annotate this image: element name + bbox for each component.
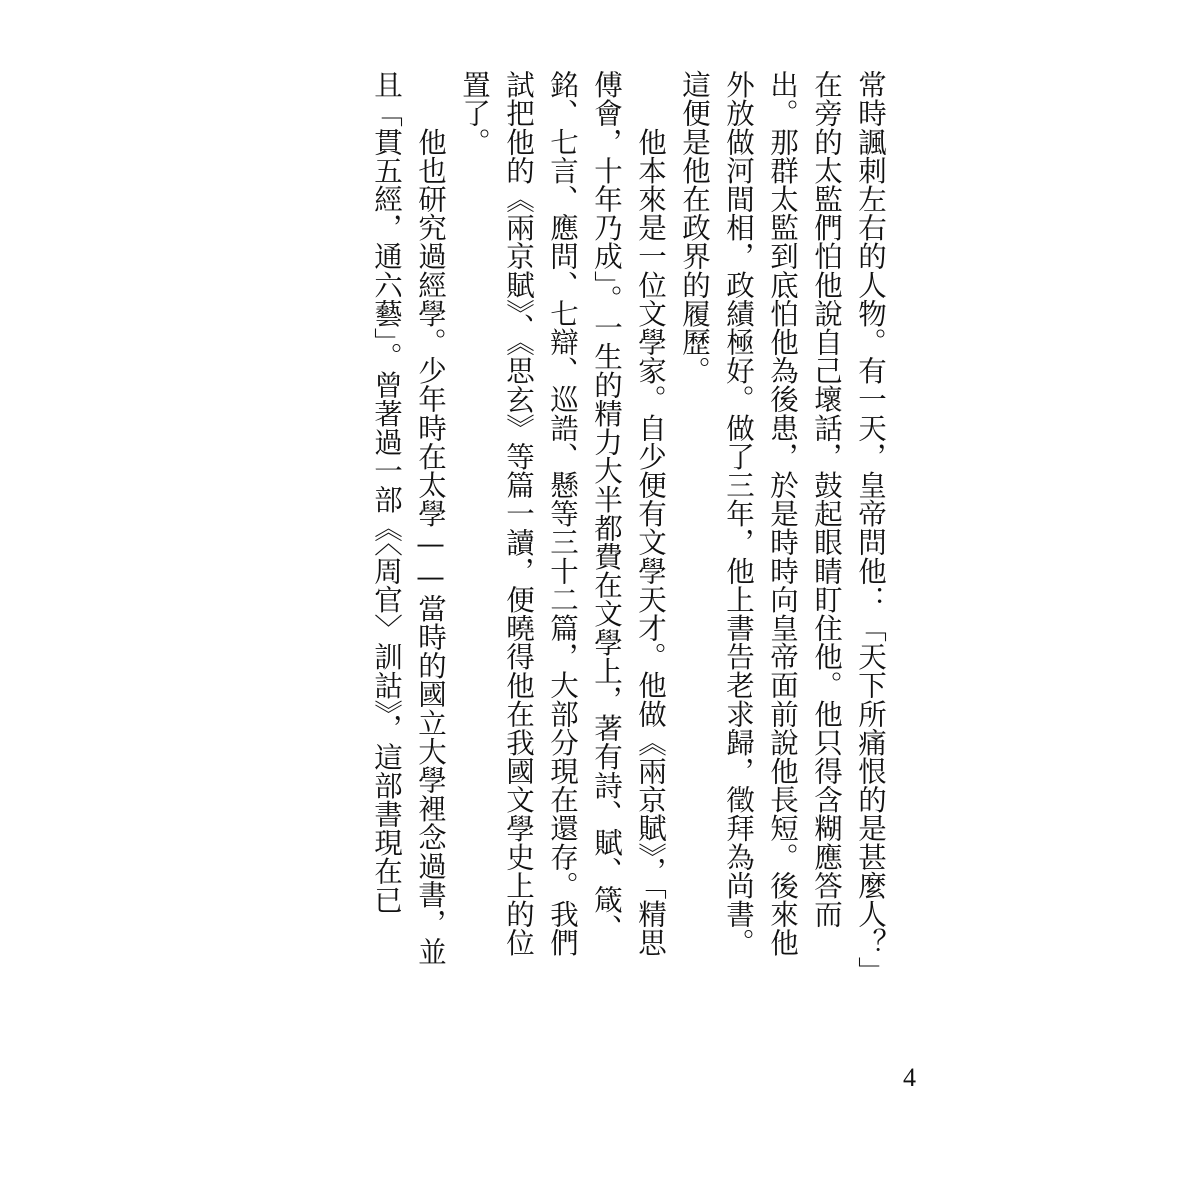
text-column: 傅會，十年乃成」。一生的精力大半都費在文學上，著有詩、賦、箴、	[590, 70, 623, 943]
text-column: 置了。	[458, 70, 491, 156]
text-column: 這便是他在政界的履歷。	[678, 70, 711, 385]
text-column: 外放做河間相，政績極好。做了三年，他上書告老求歸，徵拜為尚書。	[722, 70, 755, 957]
text-column: 他本來是一位文學家。自少便有文學天才。他做《兩京賦》，「精思	[634, 70, 667, 957]
text-column: 他也研究過經學。少年時在太學——當時的國立大學裡念過書，並	[414, 70, 447, 966]
text-column: 且「貫五經，通六藝」。曾著過一部《〈周官〉訓詁》，這部書現在已	[370, 70, 403, 914]
text-column: 常時諷刺左右的人物。有一天，皇帝問他：「天下所痛恨的是甚麼人？」	[854, 70, 887, 986]
text-column: 銘、七言、應問、七辯、巡誥、懸等三十二篇，大部分現在還存。我們	[546, 70, 579, 957]
page-number: 4	[903, 1063, 916, 1092]
vertical-text-body	[360, 70, 890, 986]
text-column: 出。那群太監到底怕他為後患，於是時時向皇帝面前說他長短。後來他	[766, 70, 799, 957]
text-column: 在旁的太監們怕他說自己壞話，鼓起眼睛盯住他。他只得含糊應答而	[810, 70, 843, 928]
text-column: 試把他的《兩京賦》、《思玄》等篇一讀，便曉得他在我國文學史上的位	[502, 70, 535, 957]
